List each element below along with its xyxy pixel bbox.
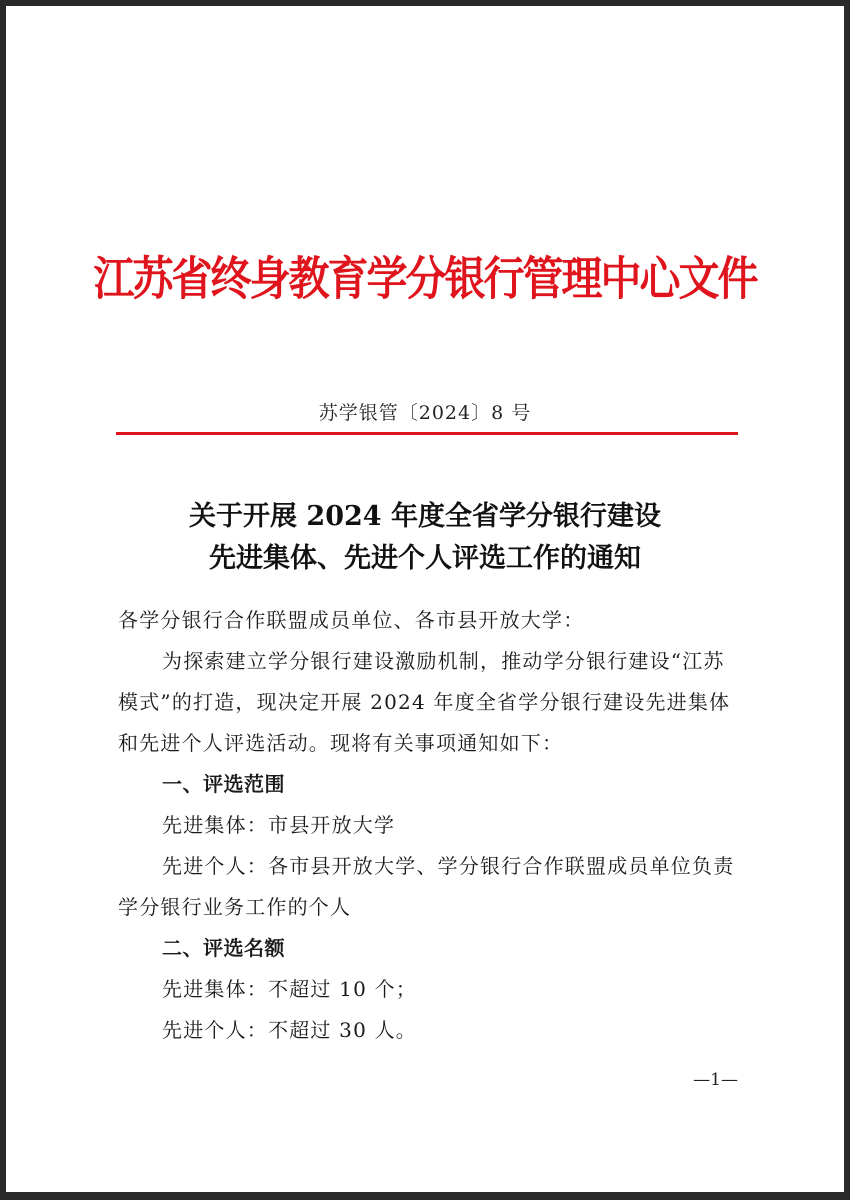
section-1-item-2: 先进个人：各市县开放大学、学分银行合作联盟成员单位负责学分银行业务工作的个人 xyxy=(118,854,735,919)
section-1-heading: 一、评选范围 xyxy=(162,772,285,796)
notice-title xyxy=(6,496,844,580)
salutation: 各学分银行合作联盟成员单位、各市县开放大学： xyxy=(118,608,585,632)
notice-body xyxy=(118,600,740,1051)
section-1-item-1: 先进集体：市县开放大学 xyxy=(162,813,396,837)
section-2-item-2: 先进个人：不超过 30 人。 xyxy=(162,1018,417,1042)
page-number: —1— xyxy=(693,1070,738,1090)
issuer-title: 江苏省终身教育学分银行管理中心文件 xyxy=(93,252,757,306)
section-2-item-1: 先进集体：不超过 10 个； xyxy=(162,977,417,1001)
red-divider xyxy=(116,432,738,435)
notice-title-line-1: 关于开展 2024 年度全省学分银行建设 xyxy=(189,501,661,532)
intro-paragraph: 为探索建立学分银行建设激励机制，推动学分银行建设“江苏模式”的打造，现决定开展 2024 年度全省学分银行建设先进集体和先进个人评选活动。现将有关事项通知如下： xyxy=(118,649,731,755)
document-page xyxy=(6,6,844,1192)
document-number: 苏学银管〔2024〕8 号 xyxy=(318,402,532,424)
notice-title-line-2: 先进集体、先进个人评选工作的通知 xyxy=(209,543,641,574)
section-2-heading: 二、评选名额 xyxy=(162,936,285,960)
